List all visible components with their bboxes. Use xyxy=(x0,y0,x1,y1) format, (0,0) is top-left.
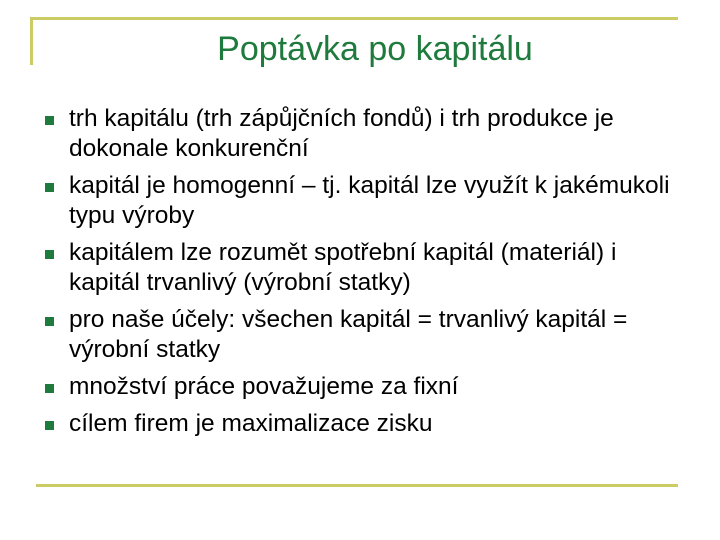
square-bullet-icon xyxy=(45,317,54,326)
square-bullet-icon xyxy=(45,250,54,259)
bullet-item xyxy=(45,238,685,298)
bullet-item xyxy=(45,372,685,402)
bullet-text: trh kapitálu (trh zápůjčních fondů) i trh produkce je dokonale konkurenční xyxy=(69,105,614,162)
frame-bottom-line xyxy=(36,484,678,487)
bullet-item xyxy=(45,409,685,439)
bullet-item xyxy=(45,171,685,231)
square-bullet-icon xyxy=(45,116,54,125)
square-bullet-icon xyxy=(45,384,54,393)
frame-top-line xyxy=(30,17,678,20)
bullet-text: kapitálem lze rozumět spotřební kapitál (materiál) i kapitál trvanlivý (výrobní statky) xyxy=(69,239,617,296)
bullet-item xyxy=(45,305,685,365)
bullet-text: cílem firem je maximalizace zisku xyxy=(69,410,433,437)
bullet-item xyxy=(45,104,685,164)
bullet-text: kapitál je homogenní – tj. kapitál lze využít k jakémukoli typu výroby xyxy=(69,172,670,229)
square-bullet-icon xyxy=(45,421,54,430)
bullet-text: pro naše účely: všechen kapitál = trvanlivý kapitál = výrobní statky xyxy=(69,306,628,363)
bullet-list xyxy=(45,104,685,446)
slide-title: Poptávka po kapitálu xyxy=(217,30,533,68)
square-bullet-icon xyxy=(45,183,54,192)
bullet-text: množství práce považujeme za fixní xyxy=(69,373,459,400)
